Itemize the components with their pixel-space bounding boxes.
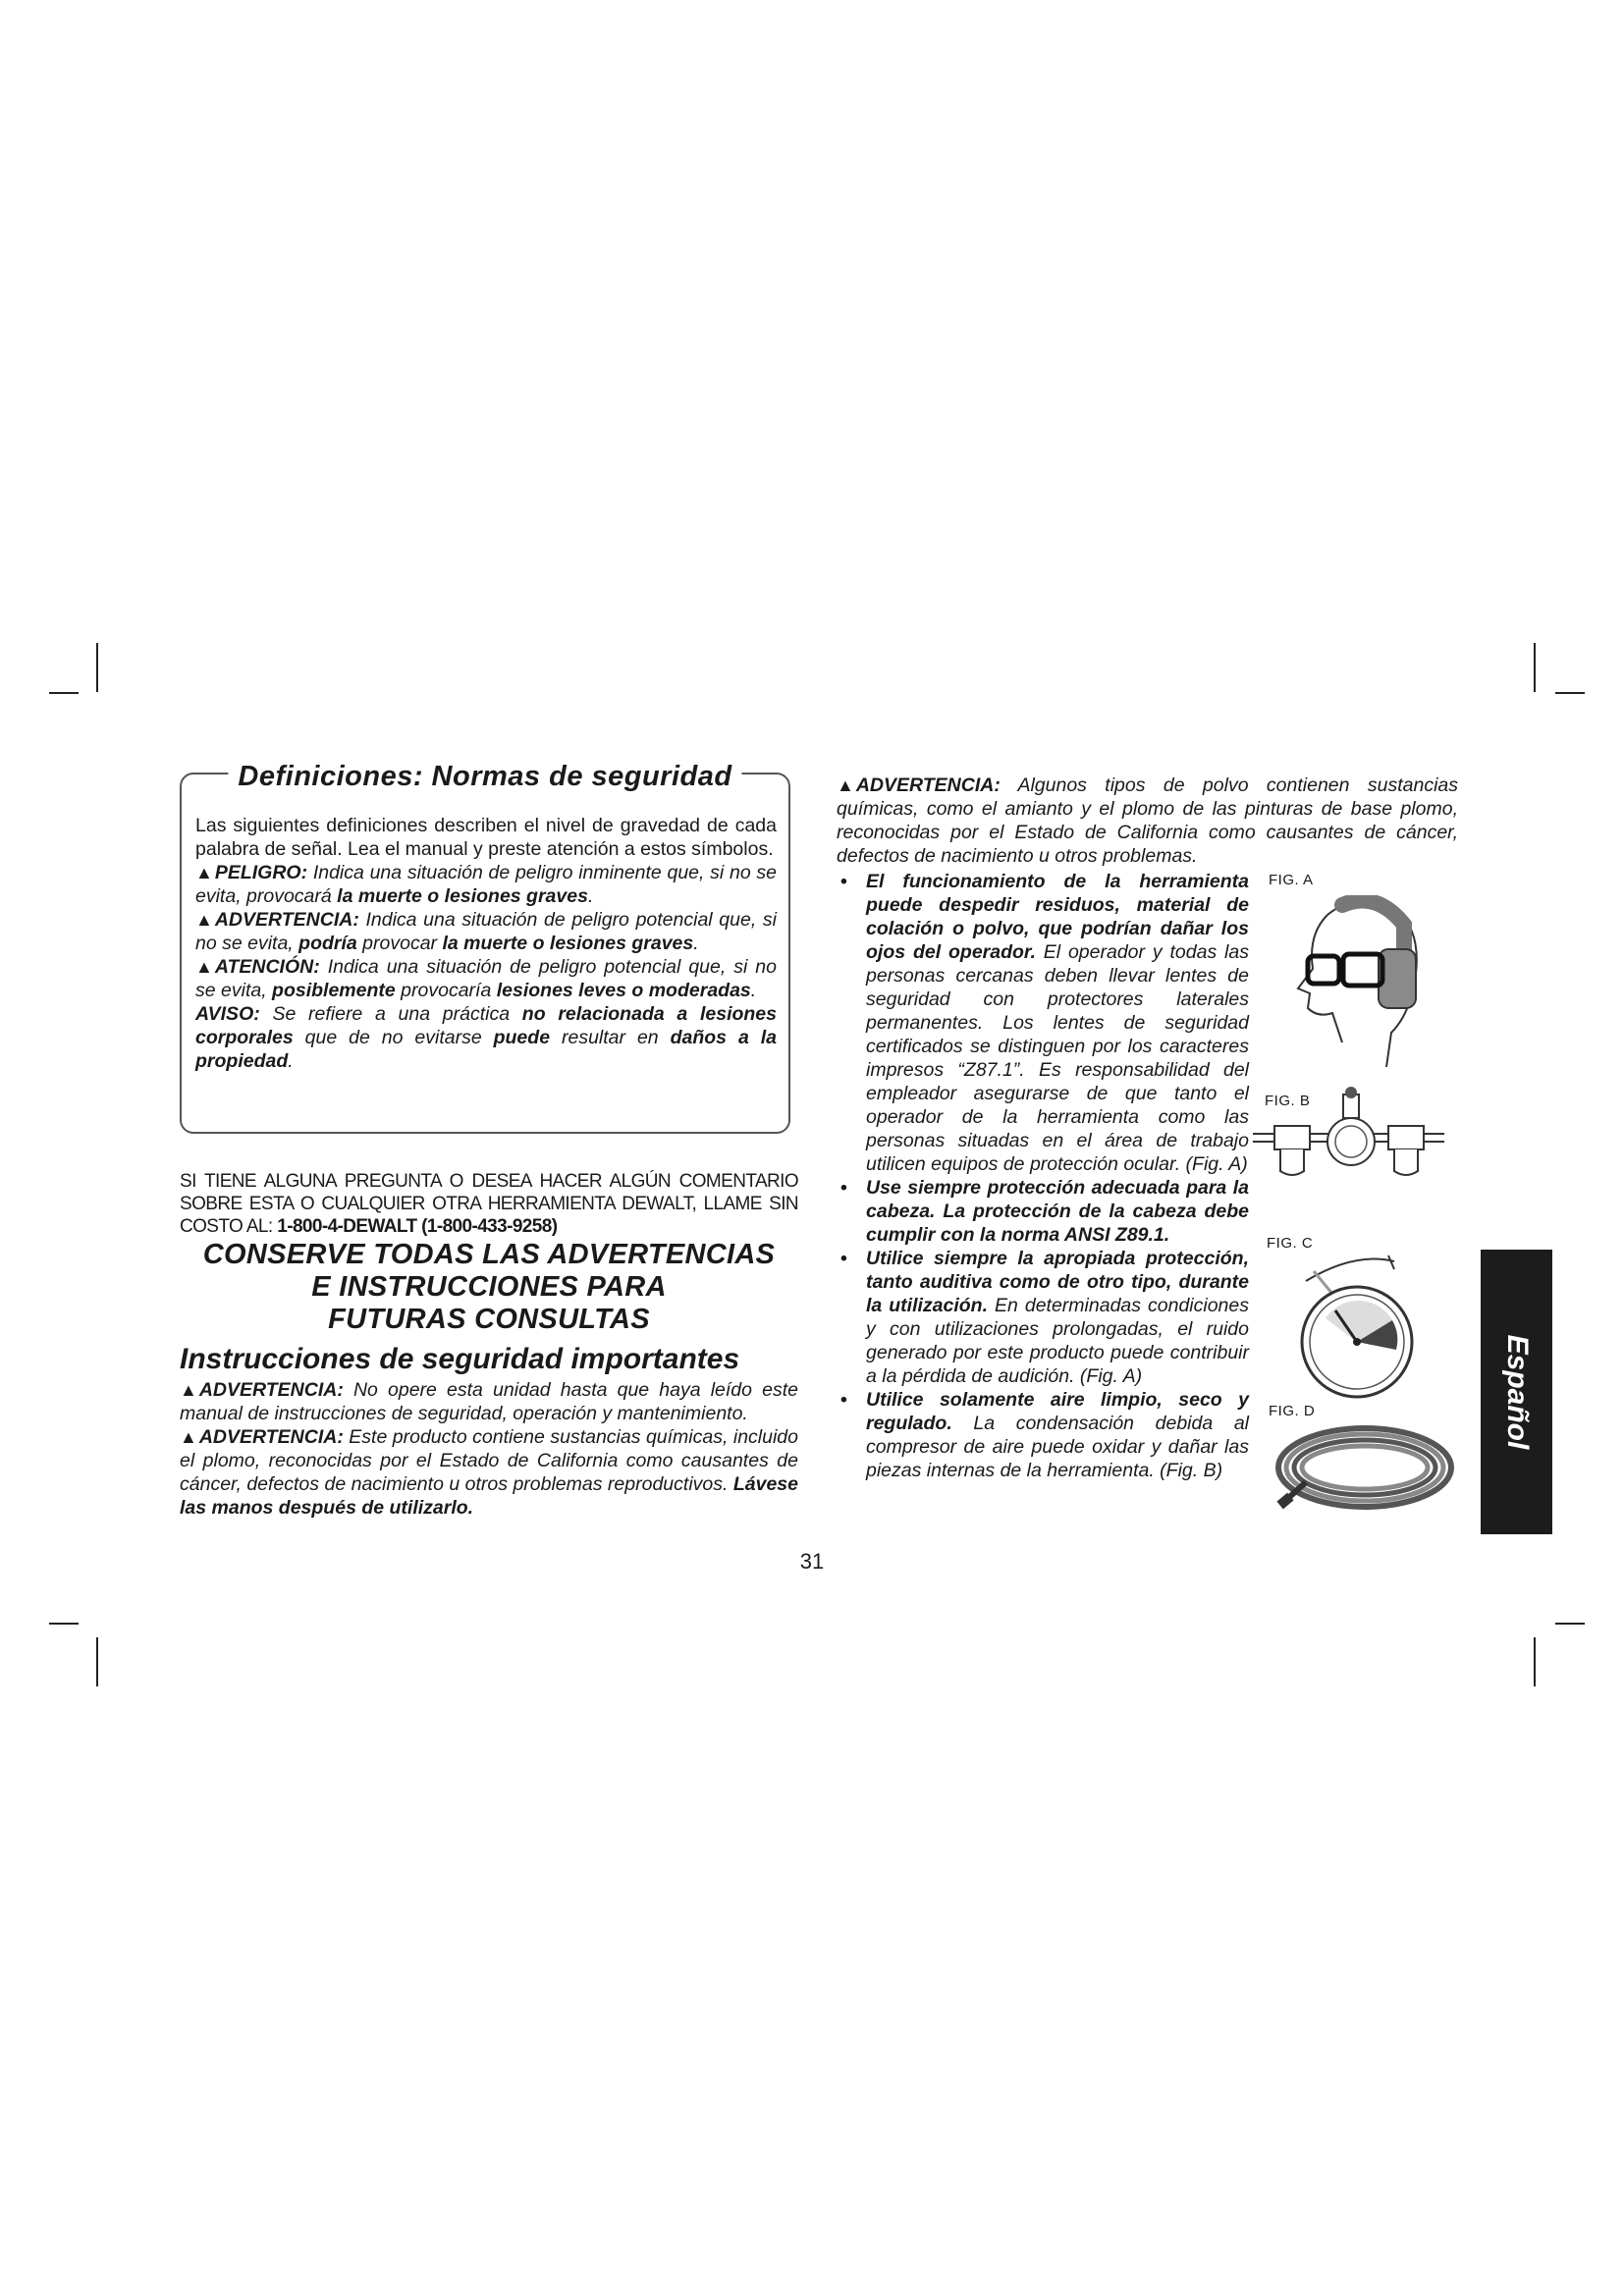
crop-mark <box>1555 1623 1585 1625</box>
list-item: • Use siempre protección adecuada para la cabeza. La protección de la cabeza debe cumplir con la norma ANSI Z89.1. <box>840 1177 1249 1246</box>
list-item: • El funcionamiento de la herramienta puede despedir residuos, material de colación o polvo, que podrían dañar los ojos del operador. El operador y todas las personas cercanas deben llevar lentes de seguridad con protectores laterales permanentes. Los lentes de seguridad certificados se distinguen por los caracteres impresos “Z87.1”. Es responsabilidad del empleador asegurarse de que tanto el operador de la herramienta como las personas situadas en el área de trabajo utilicen equipos de protección ocular. (Fig. A) <box>840 871 1249 1175</box>
def-peligro: ▲ PELIGRO: Indica una situación de peligro inminente que, si no se evita, provocará la muerte o lesiones graves. <box>195 862 777 907</box>
fig-d-label: FIG. D <box>1269 1403 1316 1419</box>
instructions-body <box>180 1378 798 1520</box>
crop-mark <box>1534 643 1536 692</box>
air-regulator-filter-illustration <box>1253 1085 1444 1183</box>
def-atencion: ▲ ATENCIÓN: Indica una situación de peligro potencial que, si no se evita, posiblemente provocaría lesiones leves o moderadas. <box>195 956 777 1001</box>
safety-bullet-list <box>837 870 1249 1482</box>
list-item: • Utilice solamente aire limpio, seco y regulado. La condensación debida al compresor de aire puede oxidar y dañar las piezas internas de la herramienta. (Fig. B) <box>840 1389 1249 1481</box>
fig-b-label: FIG. B <box>1265 1093 1311 1109</box>
phone-number: 1-800-4-DEWALT (1-800-433-9258) <box>277 1216 558 1237</box>
crop-mark <box>1555 692 1585 694</box>
instructions-title: Instrucciones de seguridad importantes <box>180 1343 740 1375</box>
definitions-title: Definiciones: Normas de seguridad <box>228 761 741 793</box>
right-intro-warning: ▲ ADVERTENCIA: Algunos tipos de polvo contienen sustancias químicas, como el amianto y el plomo de las pinturas de base plomo, reconocidas por el Estado de California como causantes de cáncer, defectos de nacimiento u otros problemas. <box>837 774 1458 867</box>
air-hose-coil-illustration <box>1267 1414 1458 1522</box>
pressure-gauge-illustration <box>1296 1252 1419 1404</box>
warning-triangle-icon: ▲ <box>837 775 854 795</box>
def-aviso: AVISO: Se refiere a una práctica no relacionada a lesiones corporales que de no evitarse puede resultar en daños a la propiedad. <box>195 1003 777 1072</box>
instr-warning-2: ▲ ADVERTENCIA: Este producto contiene sustancias químicas, incluido el plomo, reconocidas por el Estado de California como causantes de cáncer, defectos de nacimiento u otros problemas reproductivos. Lávese las manos después de utilizarlo. <box>180 1426 798 1519</box>
crop-mark <box>96 1637 98 1686</box>
crop-mark <box>49 1623 79 1625</box>
def-advertencia: ▲ ADVERTENCIA: Indica una situación de peligro potencial que, si no se evita, podría provocar la muerte o lesiones graves. <box>195 909 777 954</box>
crop-mark <box>96 643 98 692</box>
fig-a-label: FIG. A <box>1269 872 1314 888</box>
warning-triangle-icon: ▲ <box>180 1427 197 1447</box>
warning-triangle-icon: ▲ <box>180 1380 197 1400</box>
crop-mark <box>1534 1637 1536 1686</box>
conserve-heading: CONSERVE TODAS LAS ADVERTENCIAS E INSTRUCCIONES PARA FUTURAS CONSULTAS <box>202 1239 776 1335</box>
fig-c-label: FIG. C <box>1267 1235 1314 1252</box>
instr-warning-1: ▲ ADVERTENCIA: No opere esta unidad hasta que haya leído este manual de instrucciones de seguridad, operación y mantenimiento. <box>180 1379 798 1424</box>
safety-glasses-earmuffs-illustration <box>1288 895 1426 1067</box>
crop-mark <box>49 692 79 694</box>
warning-triangle-icon: ▲ <box>195 957 213 977</box>
warning-triangle-icon: ▲ <box>195 863 213 882</box>
warning-triangle-icon: ▲ <box>195 910 213 930</box>
definitions-intro: Las siguientes definiciones describen el nivel de gravedad de cada palabra de señal. Lea el manual y preste atención a estos símbolos. <box>195 815 777 860</box>
page-number: 31 <box>799 1549 825 1574</box>
definitions-box <box>180 761 790 1134</box>
contact-text: SI TIENE ALGUNA PREGUNTA O DESEA HACER ALGÚN COMENTARIO SOBRE ESTA O CUALQUIER OTRA HERRAMIENTA DEWALT, LLAME SIN COSTO AL: 1-800-4-DEWALT (1-800-433-9258) <box>180 1171 798 1237</box>
list-item: • Utilice siempre la apropiada protección, tanto auditiva como de otro tipo, durante la utilización. En determinadas condiciones y con utilizaciones prolongadas, el ruido generado por este producto puede contribuir a la pérdida de audición. (Fig. A) <box>840 1248 1249 1387</box>
language-tab: Español <box>1481 1250 1552 1534</box>
